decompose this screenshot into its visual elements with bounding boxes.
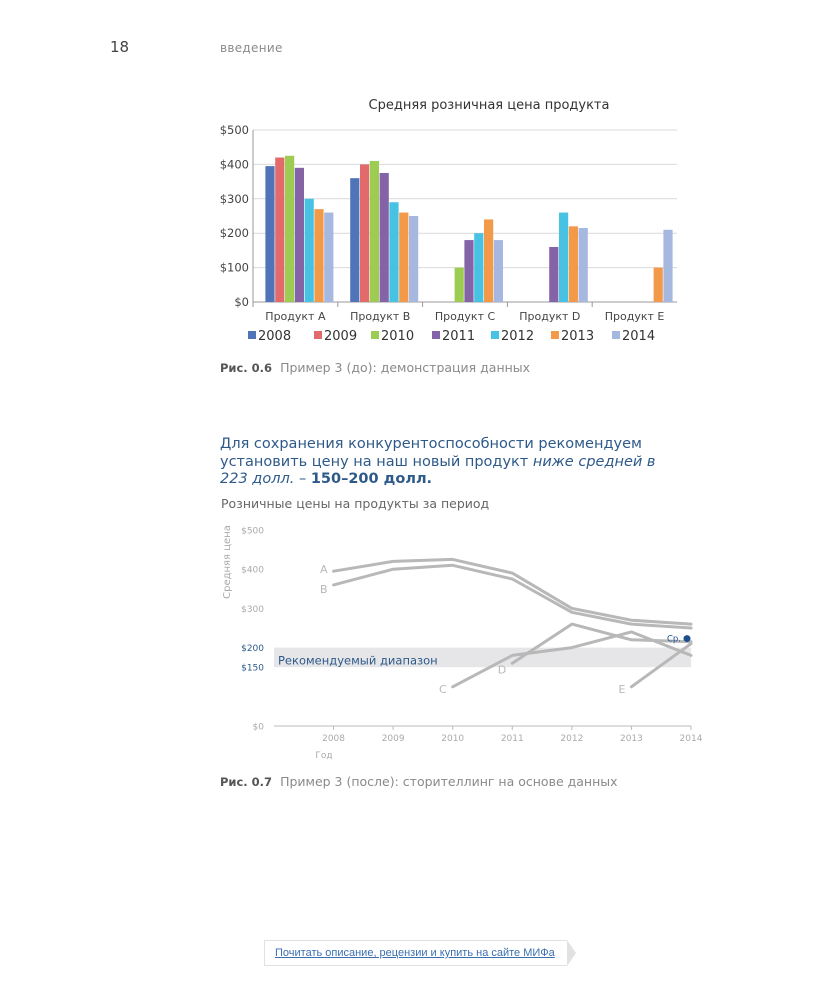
headline-text-2: – [294, 471, 311, 487]
legend-label: 2008 [258, 329, 292, 344]
chart-headline [220, 436, 680, 489]
bar [569, 226, 578, 302]
figure-caption-1-label: Рис. 0.6 [220, 361, 273, 375]
series-label-d: D [497, 663, 507, 677]
bar [663, 230, 672, 302]
x-tick-label: Продукт E [604, 310, 665, 323]
y-tick-label: $200 [219, 226, 249, 241]
legend-swatch [551, 331, 559, 339]
bar [559, 213, 568, 302]
recommended-range-label: Рекомендуемый диапазон [278, 653, 438, 668]
average-marker-label: Ср. [666, 634, 681, 645]
buy-link[interactable]: Почитать описание, рецензии и купить на сайте МИФа [275, 947, 555, 959]
bar [380, 173, 389, 302]
y-tick-label: $400 [241, 565, 264, 576]
y-tick-label: $200 [241, 644, 264, 655]
y-tick-label: $0 [234, 295, 249, 309]
x-axis-label: Год [315, 751, 333, 761]
x-tick-label: 2011 [500, 734, 524, 744]
bar [265, 166, 274, 302]
y-tick-label: $500 [219, 123, 249, 137]
bar [579, 228, 588, 302]
bar [370, 161, 379, 302]
legend-swatch [612, 331, 620, 339]
figure-caption-2-label: Рис. 0.7 [220, 775, 273, 789]
footer-link-box [264, 940, 567, 966]
x-tick-label: 2013 [619, 734, 643, 744]
legend-swatch [314, 331, 322, 339]
legend-label: 2010 [381, 329, 415, 344]
page-number: 18 [110, 38, 130, 56]
bar [399, 213, 408, 302]
headline-strong: 150–200 долл. [310, 471, 433, 487]
bar [275, 158, 284, 302]
bar [494, 240, 503, 302]
bar [409, 216, 418, 302]
figure-caption-1 [220, 360, 530, 375]
series-label-c: C [439, 682, 447, 696]
x-tick-label: 2009 [381, 734, 405, 744]
x-tick-label: 2014 [679, 734, 703, 744]
line-chart [212, 516, 712, 766]
y-tick-label: $150 [241, 663, 264, 674]
bar [654, 268, 663, 302]
x-tick-label: Продукт A [265, 310, 326, 323]
x-tick-label: Продукт D [519, 310, 581, 323]
legend-label: 2012 [501, 329, 535, 344]
bar [285, 156, 294, 302]
y-tick-label: $300 [219, 191, 249, 206]
y-tick-label: $100 [219, 260, 249, 275]
y-tick-label: $300 [241, 604, 264, 615]
x-tick-label: Продукт B [350, 310, 411, 323]
bar [305, 199, 314, 302]
section-title: введение [220, 41, 283, 55]
average-marker-dot [684, 635, 691, 642]
arrow-tab-icon [567, 940, 576, 966]
x-tick-label: 2012 [560, 734, 584, 744]
figure-caption-2-text: Пример 3 (после): сторителлинг на основе данных [280, 774, 618, 789]
bar [314, 209, 323, 302]
legend-label: 2013 [561, 329, 595, 344]
legend-swatch [491, 331, 499, 339]
bar [350, 178, 359, 302]
y-tick-label: $500 [241, 526, 264, 537]
x-tick-label: 2010 [441, 734, 465, 744]
line-chart-title: Розничные цены на продукты за период [221, 496, 490, 511]
figure-caption-1-text: Пример 3 (до): демонстрация данных [280, 360, 531, 375]
series-label-e: E [618, 682, 626, 696]
bar [474, 233, 483, 302]
legend-swatch [371, 331, 379, 339]
bar-chart-title: Средняя розничная цена продукта [368, 98, 610, 113]
legend-label: 2014 [622, 329, 656, 344]
bar [324, 213, 333, 302]
x-tick-label: Продукт C [434, 310, 496, 323]
series-line-a [334, 559, 691, 624]
bar [549, 247, 558, 302]
legend-swatch [432, 331, 440, 339]
headline-text-1: Для сохранения конкурентоспособности рекомендуем установить цену на наш новый продукт [220, 436, 642, 470]
bar [295, 168, 304, 302]
bar [389, 202, 398, 302]
bar [360, 164, 369, 302]
legend-label: 2009 [324, 329, 358, 344]
bar [484, 219, 493, 302]
legend-swatch [248, 331, 256, 339]
bar-chart [212, 88, 692, 350]
y-tick-label: $0 [252, 722, 264, 733]
x-tick-label: 2008 [322, 734, 346, 744]
series-label-a: A [320, 563, 328, 577]
y-axis-label: Средняя цена [222, 525, 233, 599]
series-label-b: B [320, 582, 328, 596]
y-tick-label: $400 [219, 157, 249, 172]
figure-caption-2 [220, 774, 618, 789]
headline-emphasis-1: ниже средней в 223 [220, 453, 656, 487]
bar [455, 268, 464, 302]
headline-emphasis-2: долл. [247, 471, 295, 487]
bar [464, 240, 473, 302]
legend-label: 2011 [442, 329, 476, 344]
